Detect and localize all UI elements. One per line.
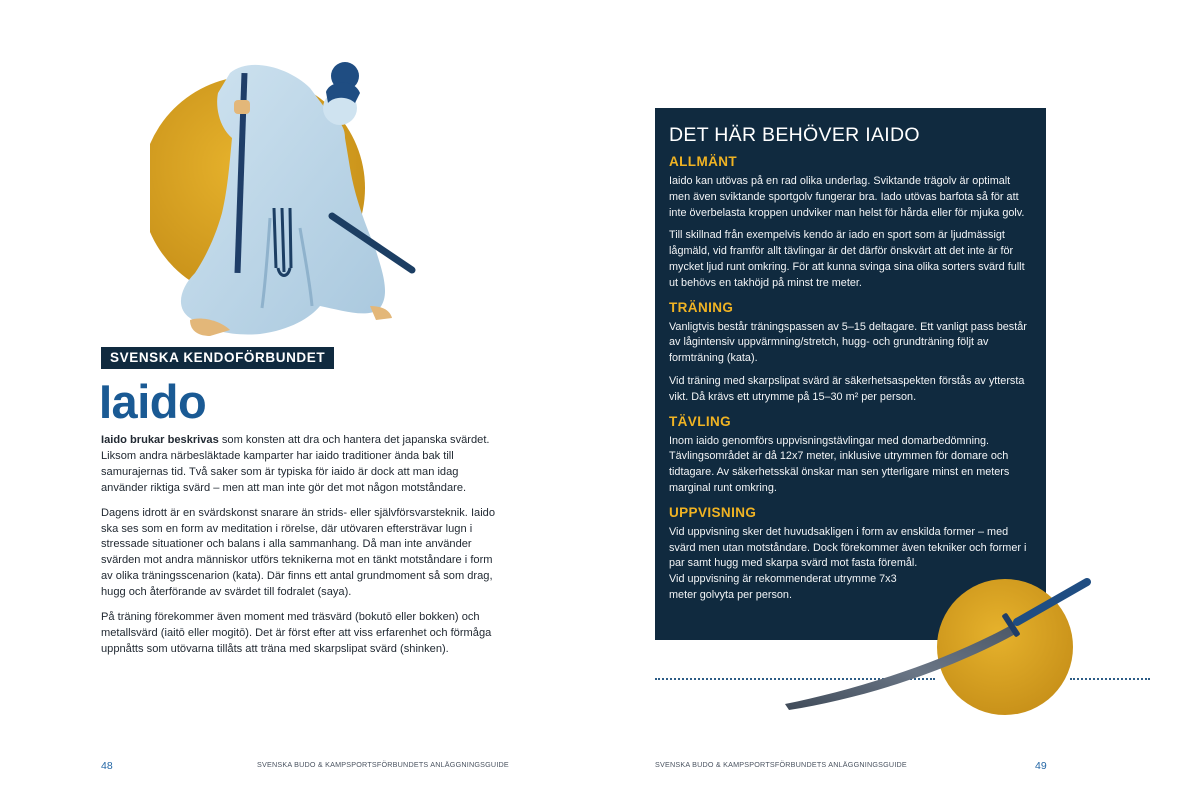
foot [370, 306, 392, 320]
section-paragraph: Vid träning med skarpslipat svärd är säkerhetsaspekten förstås av yttersta vikt. Då krävs ett utrymme på 15–30 m² per person. [669, 374, 1025, 403]
section-paragraph: Iaido kan utövas på en rad olika underlag. Sviktande trägolv är optimalt men även sviktande sportgolv fungerar bra. Iado utövas barfota så för att inte överbelasta kroppen undviker man helst för hårda eller för mjuka golv. [669, 175, 1025, 219]
section-traning [669, 299, 1032, 406]
samurai-illustration [150, 48, 420, 338]
section-heading: TÄVLING [669, 413, 732, 429]
footer-left: SVENSKA BUDO & KAMPSPORTSFÖRBUNDETS ANLÄGGNINGSGUIDE [257, 760, 509, 769]
page-number-right: 49 [1035, 760, 1047, 772]
section-paragraph: Vid uppvisning sker det huvudsakligen i form av enskilda former – med svärd men utan motståndare. Dock förekommer även tekniker och former i par samt hugg med skarpa svärd mot fasta föremål. Vid uppvisning är rekommenderat utrymme 7x3 meter golvyta per person. [669, 525, 1027, 601]
katana-illustration [775, 572, 1115, 722]
info-box [655, 108, 1046, 640]
intro-paragraph [101, 433, 499, 497]
section-tavling [669, 413, 1032, 497]
org-label: SVENSKA KENDOFÖRBUNDET [101, 347, 334, 369]
section-heading: UPPVISNING [669, 504, 757, 520]
section-paragraph: Vanligtvis består träningspassen av 5–15 deltagare. Ett vanligt pass består av lågintensiv uppvärmning/stretch, hugg- och grundträning följt av formträning (kata). [669, 320, 1027, 365]
paragraph-3: På träning förekommer även moment med träsvärd (bokutō eller bokken) och metallsvärd (iaitō eller mogitō). Det är först efter att viss erfarenhet och förmåga uppnåtts som utövarna tillåts att träna med skarpslipat svärd (shinken). [101, 611, 492, 655]
intro-rest: som konsten att dra och hantera det japanska svärdet. Liksom andra närbesläktade kamparter har iaido traditioner ända bak till samurajernas tid. Två saker som är typiska för iaido är dock att man idag använder riktiga svärd – men att man inte gör det mot någon motståndare. [101, 434, 490, 494]
section-heading: ALLMÄNT [669, 154, 738, 169]
footer-right: SVENSKA BUDO & KAMPSPORTSFÖRBUNDETS ANLÄGGNINGSGUIDE [655, 760, 907, 769]
section-heading: TRÄNING [669, 299, 734, 315]
section-paragraph: Inom iaido genomförs uppvisningstävlingar med domarbedömning. Tävlingsområdet är då 12x7 meter, inklusive utrymmen för domare och tidtagare. Av säkerhetsskäl önskar man sen ytterligare minst en meters marginal runt omkring. [669, 434, 1010, 494]
page-title: Iaido [99, 375, 207, 428]
section-paragraph: Till skillnad från exempelvis kendo är iado en sport som är ljudmässigt lågmäld, vid framför allt tävlingar är det därför önskvärt att det inte är för mycket ljud runt omkring. För att kunna svinga sina olika sorters svärd fullt ut behövs en takhöjd på minst tre meter. [669, 229, 1025, 289]
page-number-left: 48 [101, 760, 113, 772]
info-box-title: DET HÄR BEHÖVER IAIDO [669, 124, 920, 146]
section-allmant [669, 153, 1032, 292]
intro-lead: Iaido brukar beskrivas [101, 434, 219, 446]
sword-hand [234, 100, 250, 114]
paragraph-2: Dagens idrott är en svärdskonst snarare än strids- eller självförsvarsteknik. Iaido ska ses som en form av meditation i rörelse, där utövaren eftersträvar lugn i stressade situationer och balans i alla sammanhang. Då man inte använder svärden mot andra människor utförs teknikerna mot en tänkt motståndare i form av olika träningsscenarion (kata). Där finns ett antal grundmoment så som drag, hugg och återförande av svärdet till fodralet (saya). [101, 506, 495, 599]
body-text [101, 433, 499, 667]
